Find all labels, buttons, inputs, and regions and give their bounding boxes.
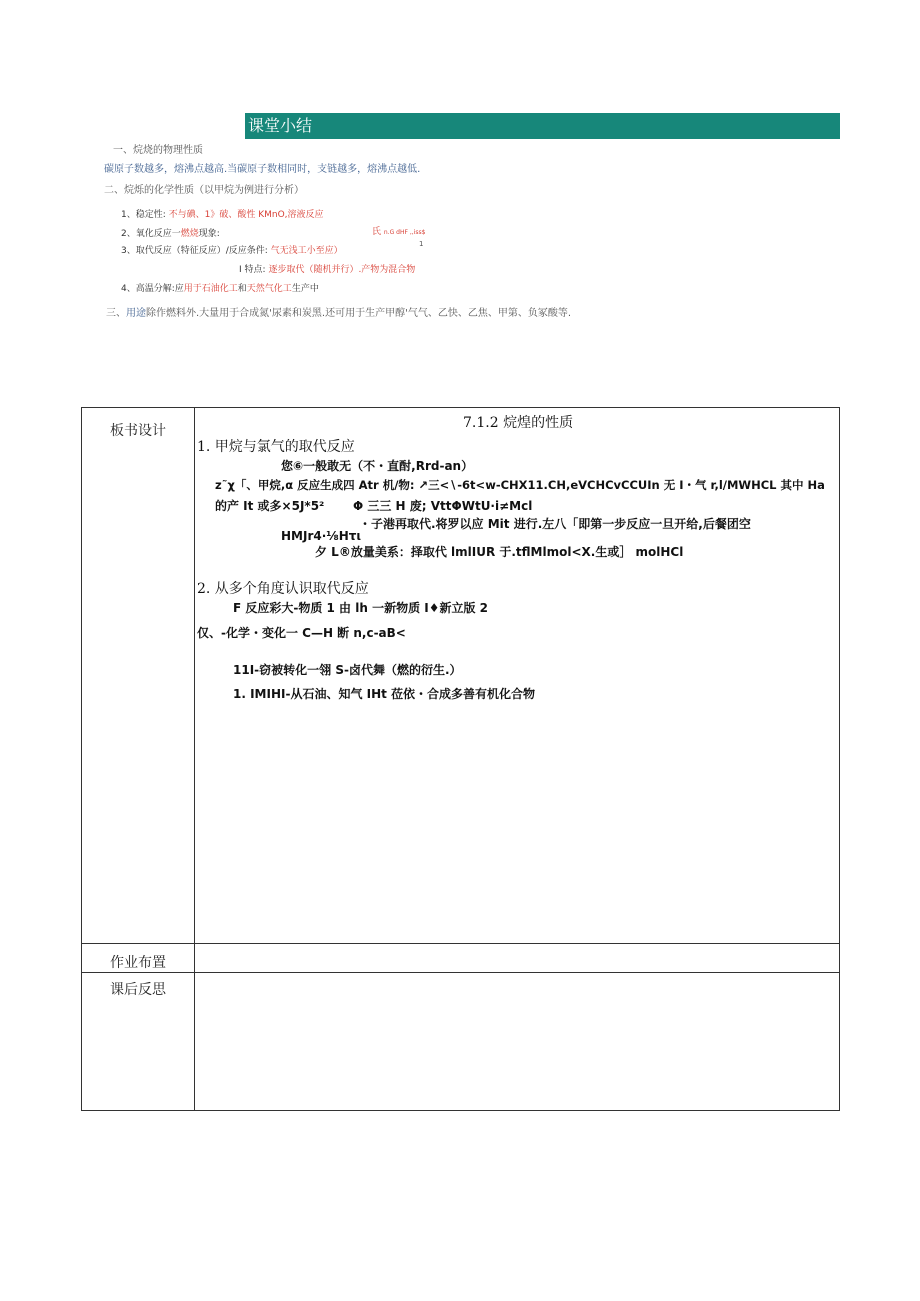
homework-label-cell xyxy=(82,944,195,973)
stability-value: 不与碘、1》破、酸性 KMnO,溶液反应 xyxy=(168,210,324,220)
section1-heading: 一、烷烧的物理性质 xyxy=(113,145,203,156)
board-design-label-cell xyxy=(82,408,195,944)
summary-title: 课堂小结 xyxy=(248,116,313,135)
board-line-8: 仅、-化学・变化一 C—H 断 n,c-aB< xyxy=(197,626,406,640)
substitution-feature xyxy=(239,262,415,275)
substitution-mark: 1 xyxy=(419,240,424,248)
decomposition-and: 和 xyxy=(237,284,247,294)
property-oxidation xyxy=(121,226,220,239)
homework-label: 作业布置 xyxy=(110,955,166,971)
substitution-label: 3、取代反应（特征反应）/反应条件: xyxy=(121,246,268,256)
property-decomposition xyxy=(121,281,319,294)
board-line-1: 您⑥一般敢无（不・直酎,Rrd-an） xyxy=(281,459,474,473)
board-design-label: 板书设计 xyxy=(110,423,166,439)
decomposition-natural-gas: 天然气化工 xyxy=(246,284,292,294)
property-stability xyxy=(121,207,324,220)
reflection-label-cell xyxy=(82,973,195,1111)
section3-uses-word: 用途 xyxy=(126,308,146,319)
decomposition-petrochem: 用于石油化工 xyxy=(183,284,238,294)
board-line-3a: 的产 It 或多×5J*5² xyxy=(215,499,325,513)
lesson-board-table xyxy=(81,407,840,1111)
oxidation-phenomenon-label: 现象: xyxy=(198,229,220,239)
reflection-content xyxy=(195,973,840,1111)
board-line-9: 11I-窃被转化一翎 S-卤代舞（燃的衍生.） xyxy=(233,663,462,677)
oxidation-value-main: 氏 xyxy=(372,227,382,237)
board-line-3b: Φ 三三 H 废; VttΦWtU·i≠Mcl xyxy=(353,499,533,513)
oxidation-value-sub: n.G dHF ,,iss$ xyxy=(383,229,426,236)
decomposition-production: 生产中 xyxy=(291,284,319,294)
section3-uses xyxy=(106,304,571,319)
decomposition-label: 4、高温分解:应 xyxy=(121,284,184,294)
stability-label: 1、稳定性: xyxy=(121,210,166,220)
board-line-6: 夕 L®放量美系：择取代 lmlIUR 于.tflMlmol<X.生或］ molHCl xyxy=(315,545,684,559)
board-title: 7.1.2 烷煌的性质 xyxy=(463,415,574,431)
summary-title-banner xyxy=(245,113,840,139)
oxidation-label: 2、氧化反应一 xyxy=(121,229,181,239)
board-line-5: HMJr4·⅛Hτι xyxy=(281,529,362,543)
board-heading-2: 2. 从多个角度认识取代反应 xyxy=(197,581,369,597)
board-design-content xyxy=(195,408,840,944)
reflection-row xyxy=(82,973,840,1111)
section3-text: 除作燃料外.大量用于合成氮'尿素和炭黑.还可用于生产甲醇'气气、乙快、乙焦、甲第、负冢酸等. xyxy=(146,308,572,319)
feature-label: I 特点: xyxy=(239,265,266,275)
section3-prefix: 三、 xyxy=(106,308,126,319)
section2-heading: 二、烷烁的化学性质（以甲烷为例进行分析） xyxy=(104,185,304,196)
reflection-label: 课后反思 xyxy=(110,982,166,998)
oxidation-combustion: 燃烧 xyxy=(180,229,199,239)
board-heading-1: 1. 甲烷与氯气的取代反应 xyxy=(197,439,355,455)
section1-text: 碳原子数越多，熔沸点越高.当碳原子数相同时，支链越多，熔沸点越低. xyxy=(104,164,421,175)
board-line-2: z˜χ「、甲烷,α 反应生成四 Atr 机/物: ↗三<∖-6t<w-CHX11.CH,eVCHCvCCUIn 无 I・气 r,l/MWHCL 其中 Ha xyxy=(215,478,825,492)
board-design-row xyxy=(82,408,840,944)
feature-value: 逐步取代（随机并行）.产物为混合物 xyxy=(268,265,416,275)
board-line-4: ・子港再取代.将罗以应 Mit 进行.左八「即第一步反应一旦开给,后餐团空 xyxy=(359,517,751,531)
substitution-condition: 气无浅工小至应） xyxy=(270,246,343,256)
homework-row xyxy=(82,944,840,973)
board-line-7: F 反应彩大-物质 1 由 lh 一新物质 I♦新立版 2 xyxy=(233,601,489,615)
oxidation-value xyxy=(372,224,425,237)
board-line-10: 1. IMIHI-从石油、知气 IHt 莅依・合成多善有机化合物 xyxy=(233,687,536,701)
homework-content xyxy=(195,944,840,973)
property-substitution xyxy=(121,243,343,256)
